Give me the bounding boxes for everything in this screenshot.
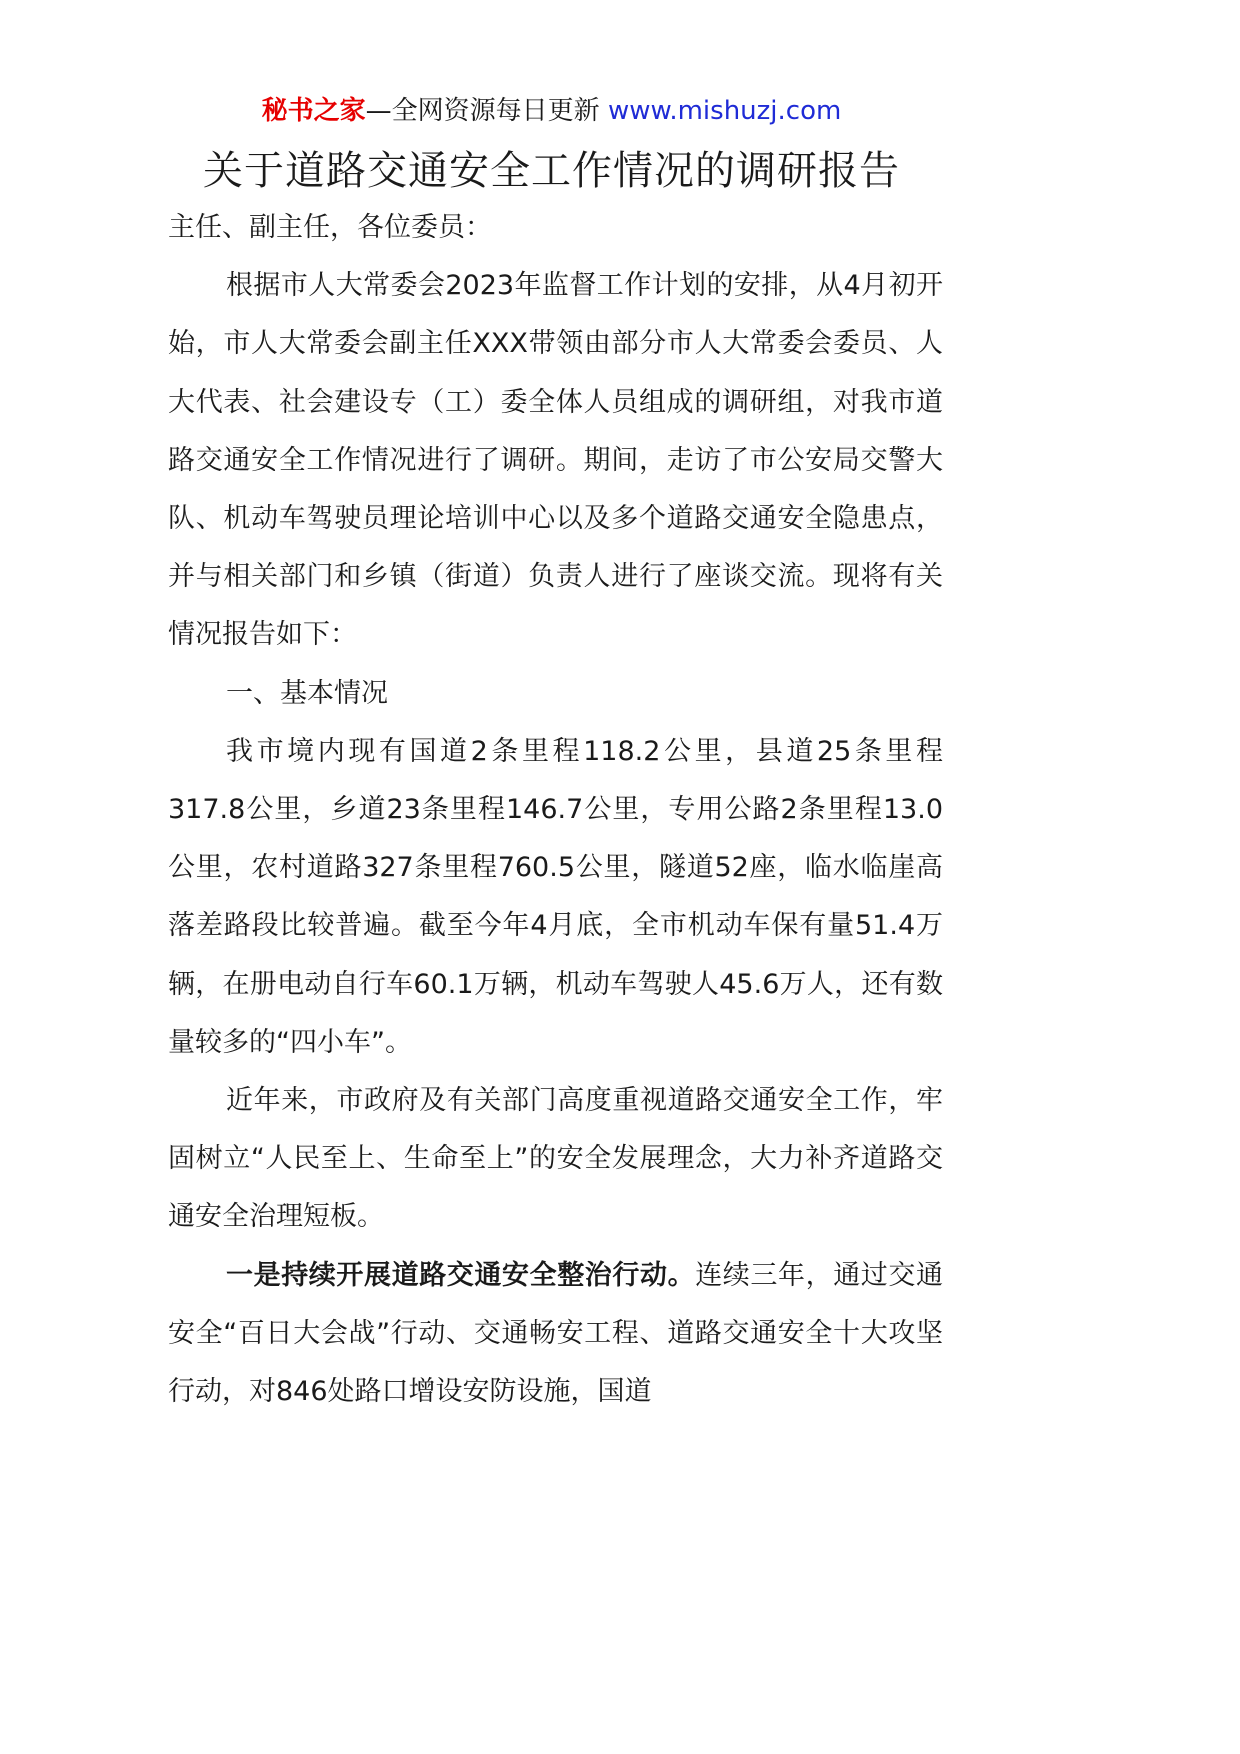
paragraph-road-stats: 我市境内现有国道2条里程118.2公里，县道25条里程317.8公里，乡道23条里程146.7公里，专用公路2条里程13.0公里，农村道路327条里程760.5公里，隧道52座，临水临崖高落差路段比较普遍。截至今年4月底，全市机动车保有量51.4万辆，在册电动自行车60.1万辆，机动车驾驶人45.6万人，还有数量较多的“四小车”。 xyxy=(168,735,943,1058)
document-body xyxy=(168,199,943,1421)
section-heading-basic: 一、基本情况 xyxy=(226,677,388,709)
salutation: 主任、副主任，各位委员： xyxy=(168,212,492,243)
watermark-banner xyxy=(0,93,1103,129)
document-title: 关于道路交通安全工作情况的调研报告 xyxy=(203,148,900,194)
paragraph-government-effort: 近年来，市政府及有关部门高度重视道路交通安全工作，牢固树立“人民至上、生命至上”的安全发展理念，大力补齐道路交通安全治理短板。 xyxy=(168,1085,943,1233)
watermark-url: www.mishuzj.com xyxy=(607,96,842,126)
paragraph-point-one xyxy=(168,1247,943,1422)
point-one-text: 连续三年，通过交通安全“百日大会战”行动、交通畅安工程、道路交通安全十大攻坚行动，对846处路口增设安防设施，国道 xyxy=(168,1259,944,1408)
watermark-tagline: —全网资源每日更新 xyxy=(365,96,608,126)
paragraph-intro: 根据市人大常委会2023年监督工作计划的安排，从4月初开始，市人大常委会副主任XXX带领由部分市人大常委会委员、人大代表、社会建设专（工）委全体人员组成的调研组，对我市道路交通安全工作情况进行了调研。期间，走访了市公安局交警大队、机动车驾驶员理论培训中心以及多个道路交通安全隐患点，并与相关部门和乡镇（街道）负责人进行了座谈交流。现将有关情况报告如下： xyxy=(168,270,943,651)
point-one-heading: 一是持续开展道路交通安全整治行动。 xyxy=(226,1259,696,1291)
watermark-brand: 秘书之家 xyxy=(261,96,366,126)
